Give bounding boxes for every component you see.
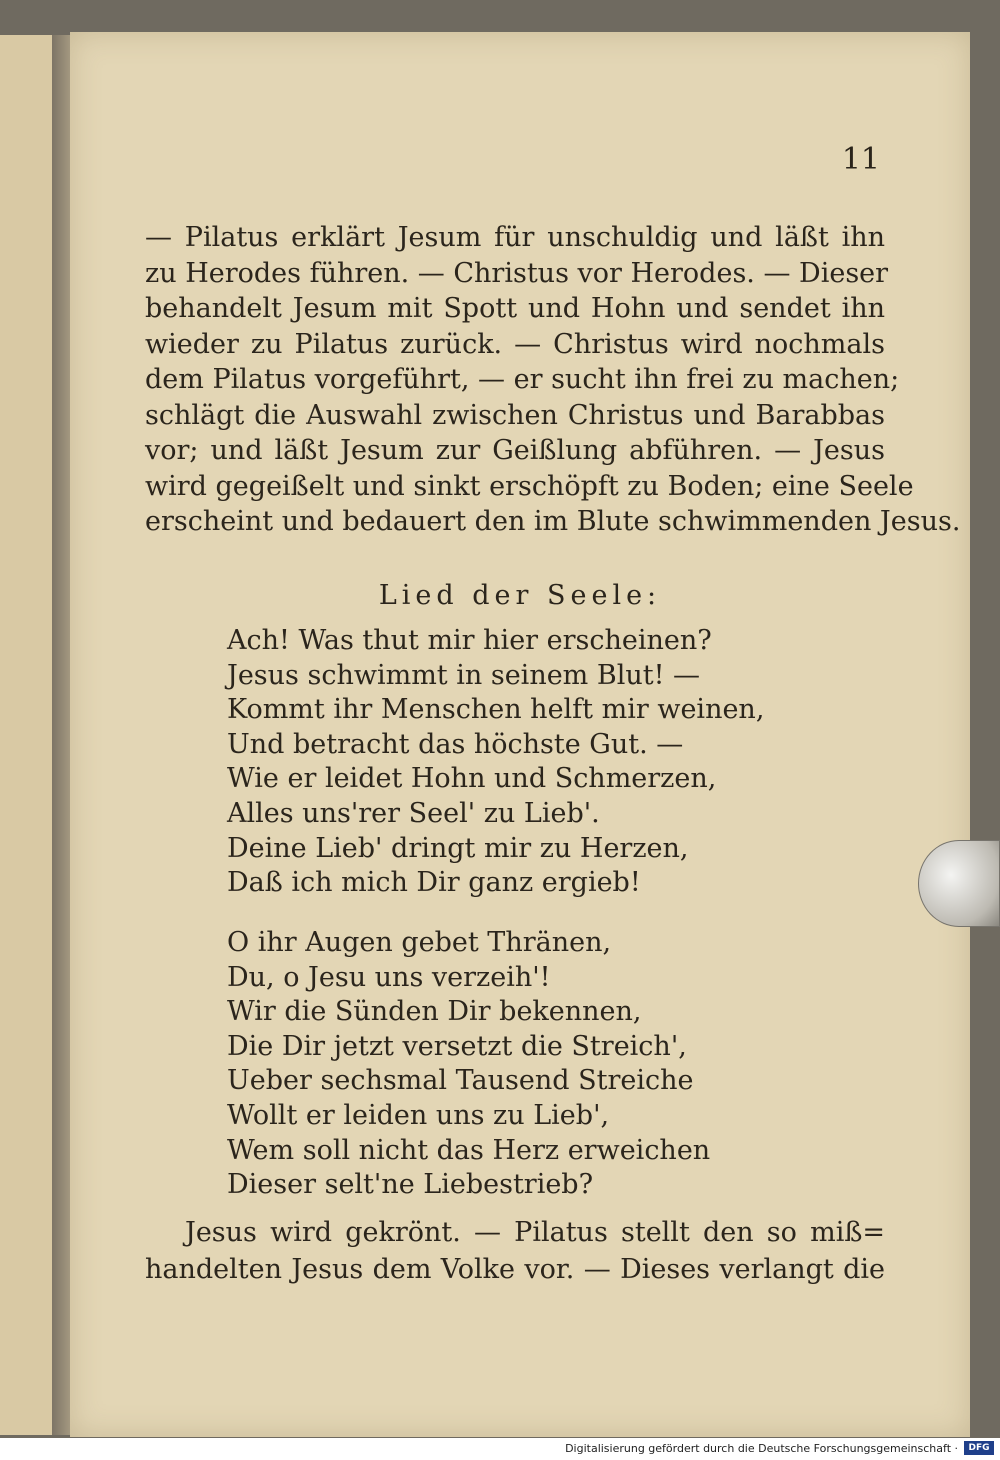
- verse-line: Wollt er leiden uns zu Lieb',: [227, 1099, 610, 1131]
- stanza-2: [227, 926, 710, 1203]
- funding-credit: Digitalisierung gefördert durch die Deutsche Forschungsgemeinschaft ·: [565, 1442, 958, 1455]
- dfg-logo-icon: DFG: [964, 1441, 994, 1455]
- page-number: 11: [841, 142, 880, 177]
- prose-line: vor; und läßt Jesum zur Geißlung abführen. — Jesus: [145, 435, 885, 466]
- verse-line: Wem soll nicht das Herz erweichen: [227, 1134, 711, 1166]
- prose-line: schlägt die Auswahl zwischen Christus und Barabbas: [145, 399, 885, 431]
- prose-line: Jesus wird gekrönt. — Pilatus stellt den so miß=: [185, 1217, 885, 1248]
- book-page: [70, 32, 970, 1437]
- prose-line: zu Herodes führen. — Christus vor Herodes. — Dieser: [145, 257, 889, 289]
- prose-line: behandelt Jesum mit Spott und Hohn und sendet ihn: [145, 293, 885, 324]
- verse-line: Deine Lieb' dringt mir zu Herzen,: [227, 832, 689, 864]
- book-gutter: [52, 35, 70, 1435]
- prose-line: wird gegeißelt und sinkt erschöpft zu Boden; eine Seele: [145, 470, 914, 502]
- verse-line: Daß ich mich Dir ganz ergieb!: [227, 867, 641, 899]
- verse-line: Kommt ihr Menschen helft mir weinen,: [227, 694, 765, 726]
- verse-line: Und betracht das höchste Gut. —: [227, 728, 684, 760]
- footer-bar: [0, 1438, 1000, 1460]
- verse-line: Jesus schwimmt in seinem Blut! —: [227, 659, 701, 691]
- verse-line: Ueber sechsmal Tausend Streiche: [227, 1065, 694, 1097]
- prose-line: dem Pilatus vorgeführt, — er sucht ihn frei zu machen;: [145, 364, 900, 395]
- song-heading: Lied der Seele:: [378, 580, 662, 611]
- page-clip-icon: [918, 840, 1000, 927]
- verse-line: Die Dir jetzt versetzt die Streich',: [227, 1030, 687, 1062]
- prose-line: handelten Jesus dem Volke vor. — Dieses verlangt die: [145, 1254, 885, 1285]
- prose-paragraph-bottom: [145, 1214, 885, 1288]
- verse-line: Wir die Sünden Dir bekennen,: [227, 996, 642, 1028]
- verse-line: Wie er leidet Hohn und Schmerzen,: [227, 763, 717, 795]
- verse-line: Alles uns'rer Seel' zu Lieb'.: [227, 797, 600, 829]
- stanza-1: [227, 624, 764, 901]
- prose-line: erscheint und bedauert den im Blute schwimmenden Jesus.: [145, 506, 961, 537]
- verse-line: Dieser selt'ne Liebestrieb?: [227, 1169, 594, 1201]
- verse-line: Ach! Was thut mir hier erscheinen?: [227, 625, 712, 656]
- verse-line: O ihr Augen gebet Thränen,: [227, 927, 612, 958]
- verse-line: Du, o Jesu uns verzeih'!: [227, 961, 551, 993]
- prose-line: wieder zu Pilatus zurück. — Christus wird nochmals: [145, 328, 885, 360]
- previous-page-edge: [0, 35, 54, 1435]
- prose-line: — Pilatus erklärt Jesum für unschuldig und läßt ihn: [145, 222, 885, 253]
- prose-paragraph-top: [145, 220, 961, 540]
